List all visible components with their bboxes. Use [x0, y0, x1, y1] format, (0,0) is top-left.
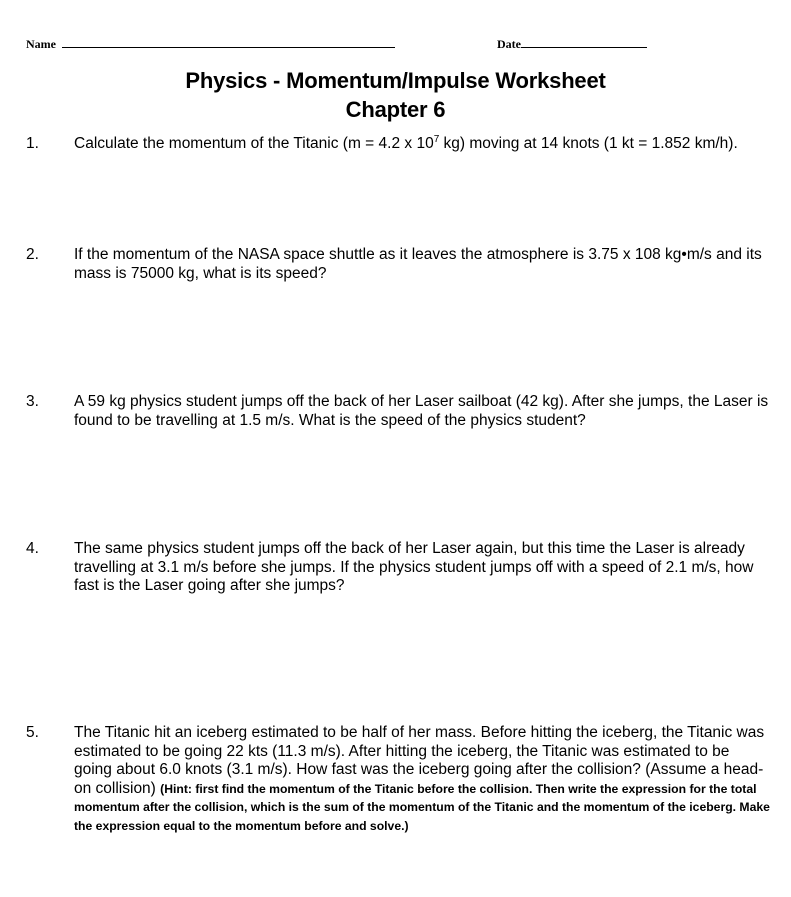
name-label: Name — [26, 37, 56, 51]
chapter-title: Chapter 6 — [345, 97, 446, 122]
question-text-part: kg) moving at 14 knots (1 kt = 1.852 km/h). — [439, 135, 738, 152]
question-text — [74, 135, 771, 154]
date-field[interactable] — [497, 37, 647, 52]
question-text — [74, 724, 771, 835]
date-label: Date — [497, 37, 521, 51]
question-number: 4. — [26, 540, 39, 557]
question-text: The same physics student jumps off the back of her Laser again, but this time the Laser is already travelling at 3.1 m/s before she jumps. If the physics student jumps off with a speed of 2.1 m/s, how fast is the Laser going after she jumps? — [74, 540, 754, 594]
question-number: 3. — [26, 393, 39, 410]
name-blank-line[interactable] — [62, 37, 395, 48]
date-blank-line[interactable] — [521, 37, 647, 48]
question-text: If the momentum of the NASA space shuttle as it leaves the atmosphere is 3.75 x 108 kg•m/s and its mass is 75000 kg, what is its speed? — [74, 246, 762, 282]
hint-text: (Hint: first find the momentum of the Titanic before the collision. Then write the expression for the total momentum after the collision, which is the sum of the momentum of the Titanic and the momentum of the iceberg. Make the expression equal to the momentum before and solve.) — [74, 781, 770, 833]
question-text: A 59 kg physics student jumps off the back of her Laser sailboat (42 kg). After she jumps, the Laser is found to be travelling at 1.5 m/s. What is the speed of the physics student? — [74, 393, 769, 429]
worksheet-title: Physics - Momentum/Impulse Worksheet — [185, 68, 606, 93]
question-number: 1. — [26, 135, 39, 152]
exponent: 7 — [433, 133, 440, 145]
question-text-part: The Titanic hit an iceberg estimated to be half of her mass. Before hitting the iceberg, the Titanic was estimated to be going 22 kts (11.3 m/s). After hitting the iceberg, the Titanic was estimated to be going about 6.0 knots (3.1 m/s). How fast was the iceberg going after the collision? (Assume a head-on collision) — [74, 724, 765, 797]
name-field[interactable] — [26, 37, 395, 52]
question-number: 5. — [26, 724, 39, 741]
question-text-part: Calculate the momentum of the Titanic (m = 4.2 x 10 — [74, 135, 434, 152]
question-number: 2. — [26, 246, 39, 263]
